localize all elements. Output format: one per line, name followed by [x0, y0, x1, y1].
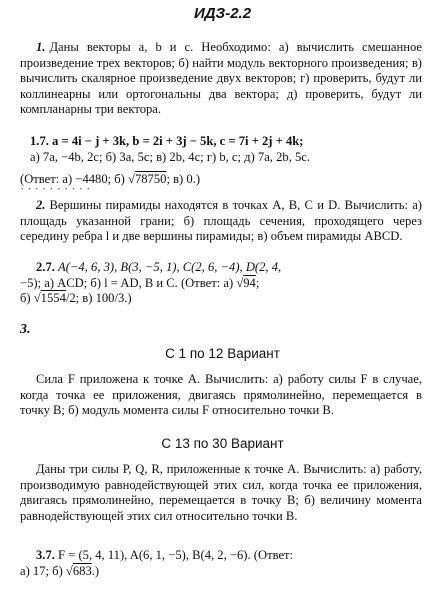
task-1-answer-suffix: ; в) 0.): [166, 172, 201, 186]
task-2-statement: [20, 198, 422, 245]
task-2-answer-b-sqrt: 1554: [40, 291, 66, 306]
task-3-answer-prefix: а) 17; б): [20, 563, 63, 578]
task-2-example: 2.7. A(−4, 6, 3), B(3, −5, 1), C(2, 6, −4), D(2, 4, −5); а) ACD; б) l = AD, B и C. (Ответ: а) √94; б) √1554/2; в) 100/3.): [20, 260, 282, 306]
task-1-statement: [20, 40, 422, 118]
task-1-answer-sqrt: 78750: [134, 172, 167, 186]
variant-heading-13-30: С 13 по 30 Вариант: [161, 436, 284, 451]
task-1-example-label: 1.7.: [30, 134, 49, 148]
task-2-number: 2.: [36, 198, 46, 212]
task-1-example-items: а) 7a, −4b, 2c; б) 3a, 5c; в) 2b, 4c; г) b, c; д) 7a, 2b, 5c.: [30, 149, 311, 164]
task-3-example: 3.7. F = (5, 4, 11), A(6, 1, −5), B(4, 2, −6). (Ответ: а) 17; б) √683.): [20, 548, 294, 578]
task-1-number: 1.: [36, 40, 46, 54]
task-3-example-label: 3.7.: [36, 548, 55, 562]
task-3-answer-sqrt: 683: [72, 563, 92, 578]
task-3-answer-suffix: .): [91, 563, 100, 578]
task-2-example-line2-prefix: −5); а) ACD; б) l = AD, B и C. (Ответ: а): [20, 275, 234, 290]
task-1-text: Даны векторы a, b и c. Необходимо: а) вычислить смешанное произведение трех векторов; б) найти модуль векторного произведения; в) вычислить скалярное произведение двух векторов; г) проверить, будут ли коллинеарны или ортогональны два вектора; д) проверить, будут ли компланарны три вектора.: [20, 40, 422, 117]
task-1-example-vectors: a = 4i − j + 3k, b = 2i + 3j − 5k, c = 7i + 2j + 4k;: [52, 134, 304, 148]
task-2-example-label: 2.7.: [36, 260, 55, 274]
task-3-variant-2-text: Даны три силы P, Q, R, приложенные к точке A. Вычислить: а) работу, производимую равнодействующей этих сил, когда точка ее приложения, двигаясь прямолинейно, перемещается в точку B; б) величину момента равнодействующей этих сил относительно точки B.: [20, 462, 422, 523]
task-1-answer: (Ответ: а) −4480; б) √78750; в) 0.): [20, 172, 201, 186]
task-3-variant-1-text: Сила F приложена к точке A. Вычислить: а) работу силы F в случае, когда точка ее приложения, двигаясь прямолинейно, перемещается в точку B; б) модуль момента силы F относительно точки B.: [20, 372, 422, 418]
task-3-example-data: F = (5, 4, 11), A(6, 1, −5), B(4, 2, −6). (Ответ:: [58, 548, 294, 562]
task-2-answer-a-sqrt: 94: [243, 275, 256, 290]
task-2-answer-suffix: /2; в) 100/3.): [65, 291, 132, 306]
task-1-example: [30, 134, 422, 165]
document-title: ИДЗ-2.2: [193, 5, 252, 22]
task-2-text: Вершины пирамиды находятся в точках A, B, C и D. Вычислить: а) площадь указанной грани; б) площадь сечения, проходящего через середину ребра l и две вершины пирамиды; в) объем пирамиды ABCD.: [20, 198, 422, 244]
variant-heading-1-12: С 1 по 12 Вариант: [165, 346, 280, 361]
cropped-text-fragment: · · · · · · · · · ·: [20, 182, 91, 196]
task-2-example-points: A(−4, 6, 3), B(3, −5, 1), C(2, 6, −4), D(2, 4,: [58, 260, 282, 274]
task-3-number: 3.: [20, 322, 31, 337]
task-1-answer-prefix: (Ответ: а) −4480; б): [20, 172, 125, 186]
